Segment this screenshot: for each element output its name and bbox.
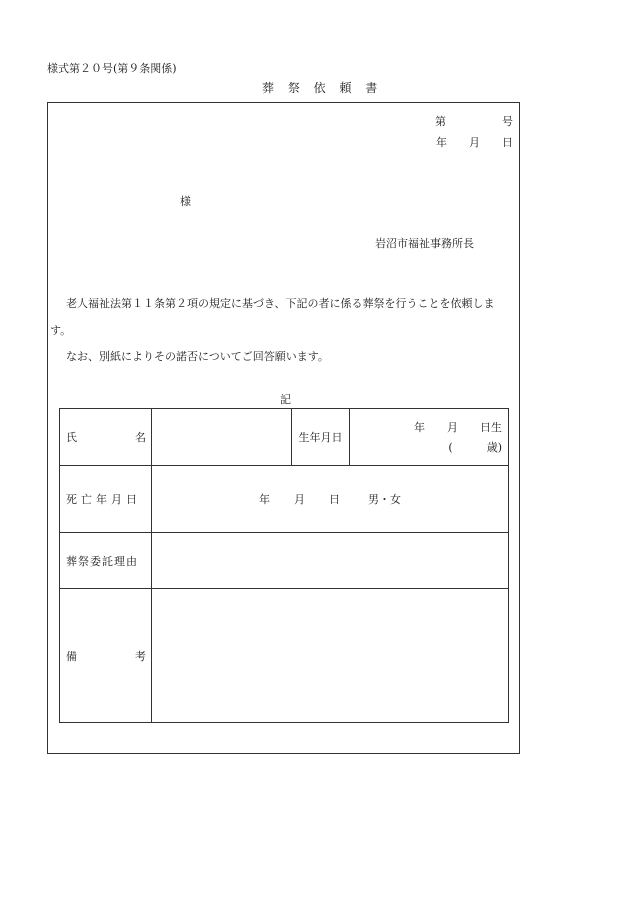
reference-number: [435, 113, 513, 129]
date-year: 年: [436, 136, 447, 149]
body-paragraph-2: なお、別紙によりその諾否についてご回答願います。: [66, 350, 329, 363]
reason-label: 葬祭委託理由: [60, 533, 152, 589]
sender-name: 岩沼市福祉事務所長: [375, 237, 474, 250]
dob-label: 生年月日: [292, 409, 350, 466]
gender: 男・女: [368, 493, 401, 506]
name-label: 氏 名: [60, 409, 152, 466]
table-row-name: [60, 409, 509, 466]
dob-date: 年 月 日生: [414, 421, 502, 434]
remarks-field[interactable]: [152, 589, 509, 723]
addressee-honorific: 様: [180, 195, 191, 208]
document-title: 葬 祭 依 頼 書: [262, 81, 383, 95]
remarks-label: 備 考: [60, 589, 152, 723]
details-table: [59, 408, 509, 723]
table-row-reason: [60, 533, 509, 589]
body-paragraph-1-line-1: 老人福祉法第１１条第２項の規定に基づき、下記の者に係る葬祭を行うことを依頼しま: [66, 297, 495, 310]
table-row-death: [60, 466, 509, 533]
date-day: 日: [502, 136, 513, 149]
number-prefix: 第: [435, 115, 446, 128]
dob-field[interactable]: [350, 409, 509, 466]
death-date-label: 死亡年月日: [60, 466, 152, 533]
death-date-field[interactable]: 年 月 日 男・女: [152, 466, 509, 533]
name-field[interactable]: [152, 409, 292, 466]
date-month: 月: [469, 136, 480, 149]
form-id: 様式第２０号(第９条関係): [47, 62, 177, 75]
reason-field[interactable]: [152, 533, 509, 589]
table-row-remarks: [60, 589, 509, 723]
age: ( 歳): [448, 441, 502, 454]
number-suffix: 号: [502, 115, 513, 128]
reference-date: [436, 134, 513, 150]
body-paragraph-1-line-2: す。: [50, 324, 72, 337]
section-mark: 記: [280, 393, 291, 406]
